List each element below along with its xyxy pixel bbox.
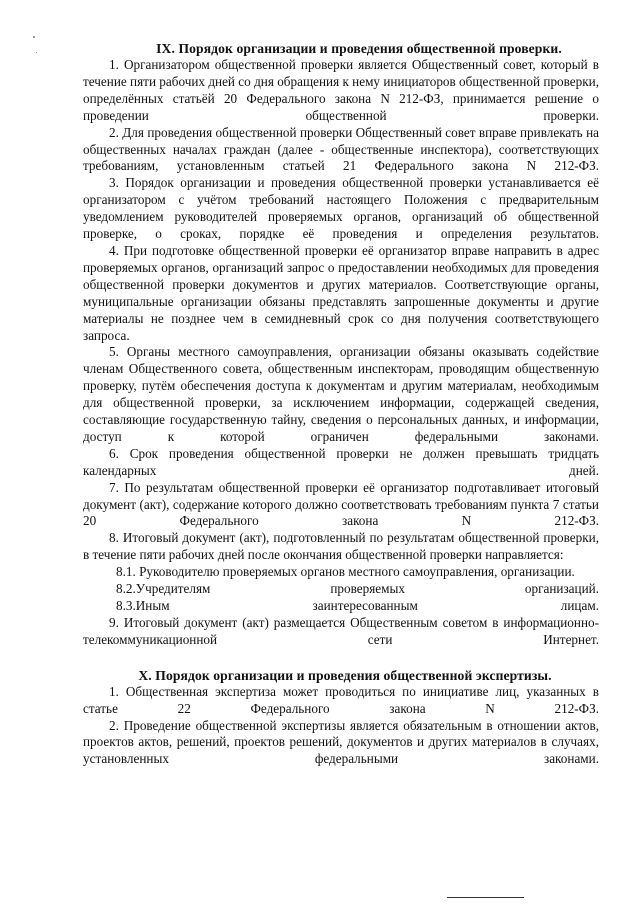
scan-speck: [36, 52, 37, 53]
scan-speck: [33, 36, 35, 38]
s9-para-9: 9. Итоговый документ (акт) размещается Общественным советом в информационно-телекоммуникационной сети Интернет.: [83, 614, 599, 647]
s9-para-6: 6. Срок проведения общественной проверки не должен превышать тридцать календарных дней.: [83, 445, 599, 478]
s9-para-8-2: 8.2.Учредителям проверяемых организаций.: [116, 581, 599, 597]
s9-para-3: 3. Порядок организации и проведения общественной проверки устанавливается её организатором с учётом требований настоящего Положения с предварительным уведомлением руководителей проверяемых органов, организаций об общественной проверке, о сроках, порядке её проведения и определения результатов.: [83, 175, 599, 242]
s10-para-2: 2. Проведение общественной экспертизы является обязательным в отношении актов, проектов актов, решений, проектов решений, документов и других материалов в случаях, установленных федеральными законами.: [83, 717, 599, 767]
section-10-heading: X. Порядок организации и проведения общественной экспертизы.: [138, 667, 552, 683]
s9-para-8-1: 8.1. Руководителю проверяемых органов местного самоуправления, организации.: [116, 564, 575, 580]
document-body: [83, 40, 599, 768]
s9-para-4: 4. При подготовке общественной проверки её организатор вправе направить в адрес проверяемых органов, организаций запрос о предоставлении необходимых для проведения общественной проверки документов и других материалов. Соответствующие органы, муниципальные организации обязаны представлять запрошенные документы и другие материалы не позднее чем в семидневный срок со дня получения соответствующего запроса.: [83, 242, 599, 343]
s10-para-1: 1. Общественная экспертиза может проводиться по инициативе лиц, указанных в статье 22 Федерального закона N 212-ФЗ.: [83, 683, 599, 716]
s9-para-7: 7. По результатам общественной проверки её организатор подготавливает итоговый документ (акт), содержание которого должно соответствовать требованиям пункта 7 статьи 20 Федерального закона N 212-ФЗ.: [83, 479, 599, 529]
s9-para-1: 1. Организатором общественной проверки является Общественный совет, который в течение пяти рабочих дней со дня обращения к нему инициаторов общественной проверки, определённых статьёй 20 Федерального закона N 212-ФЗ, принимается решение о проведении общественной проверки.: [83, 57, 599, 123]
s9-para-5: 5. Органы местного самоуправления, организации обязаны оказывать содействие членам Общественного совета, общественным инспекторам, проводящим общественную проверку, путём обеспечения доступа к документам и другим материалам, необходимым для общественной проверки, за исключением информации, содержащей сведения, составляющие государственную тайну, сведения о персональных данных, и информации, доступ к которой ограничен федеральными законами.: [83, 344, 599, 444]
footer-rule: [447, 897, 524, 898]
s9-para-8-3: 8.3.Иным заинтересованным лицам.: [116, 598, 599, 613]
section-9-heading: IX. Порядок организации и проведения общественной проверки.: [156, 41, 562, 56]
s9-para-2: 2. Для проведения общественной проверки Общественный совет вправе привлекать на общественных началах граждан (далее - общественные инспектора), соответствующих требованиям, установленным статьей 21 Федерального закона N 212-ФЗ.: [83, 124, 599, 174]
s9-para-8: 8. Итоговый документ (акт), подготовленный по результатам общественной проверки, в течение пяти рабочих дней после окончания общественной проверки направляется:: [83, 530, 599, 563]
